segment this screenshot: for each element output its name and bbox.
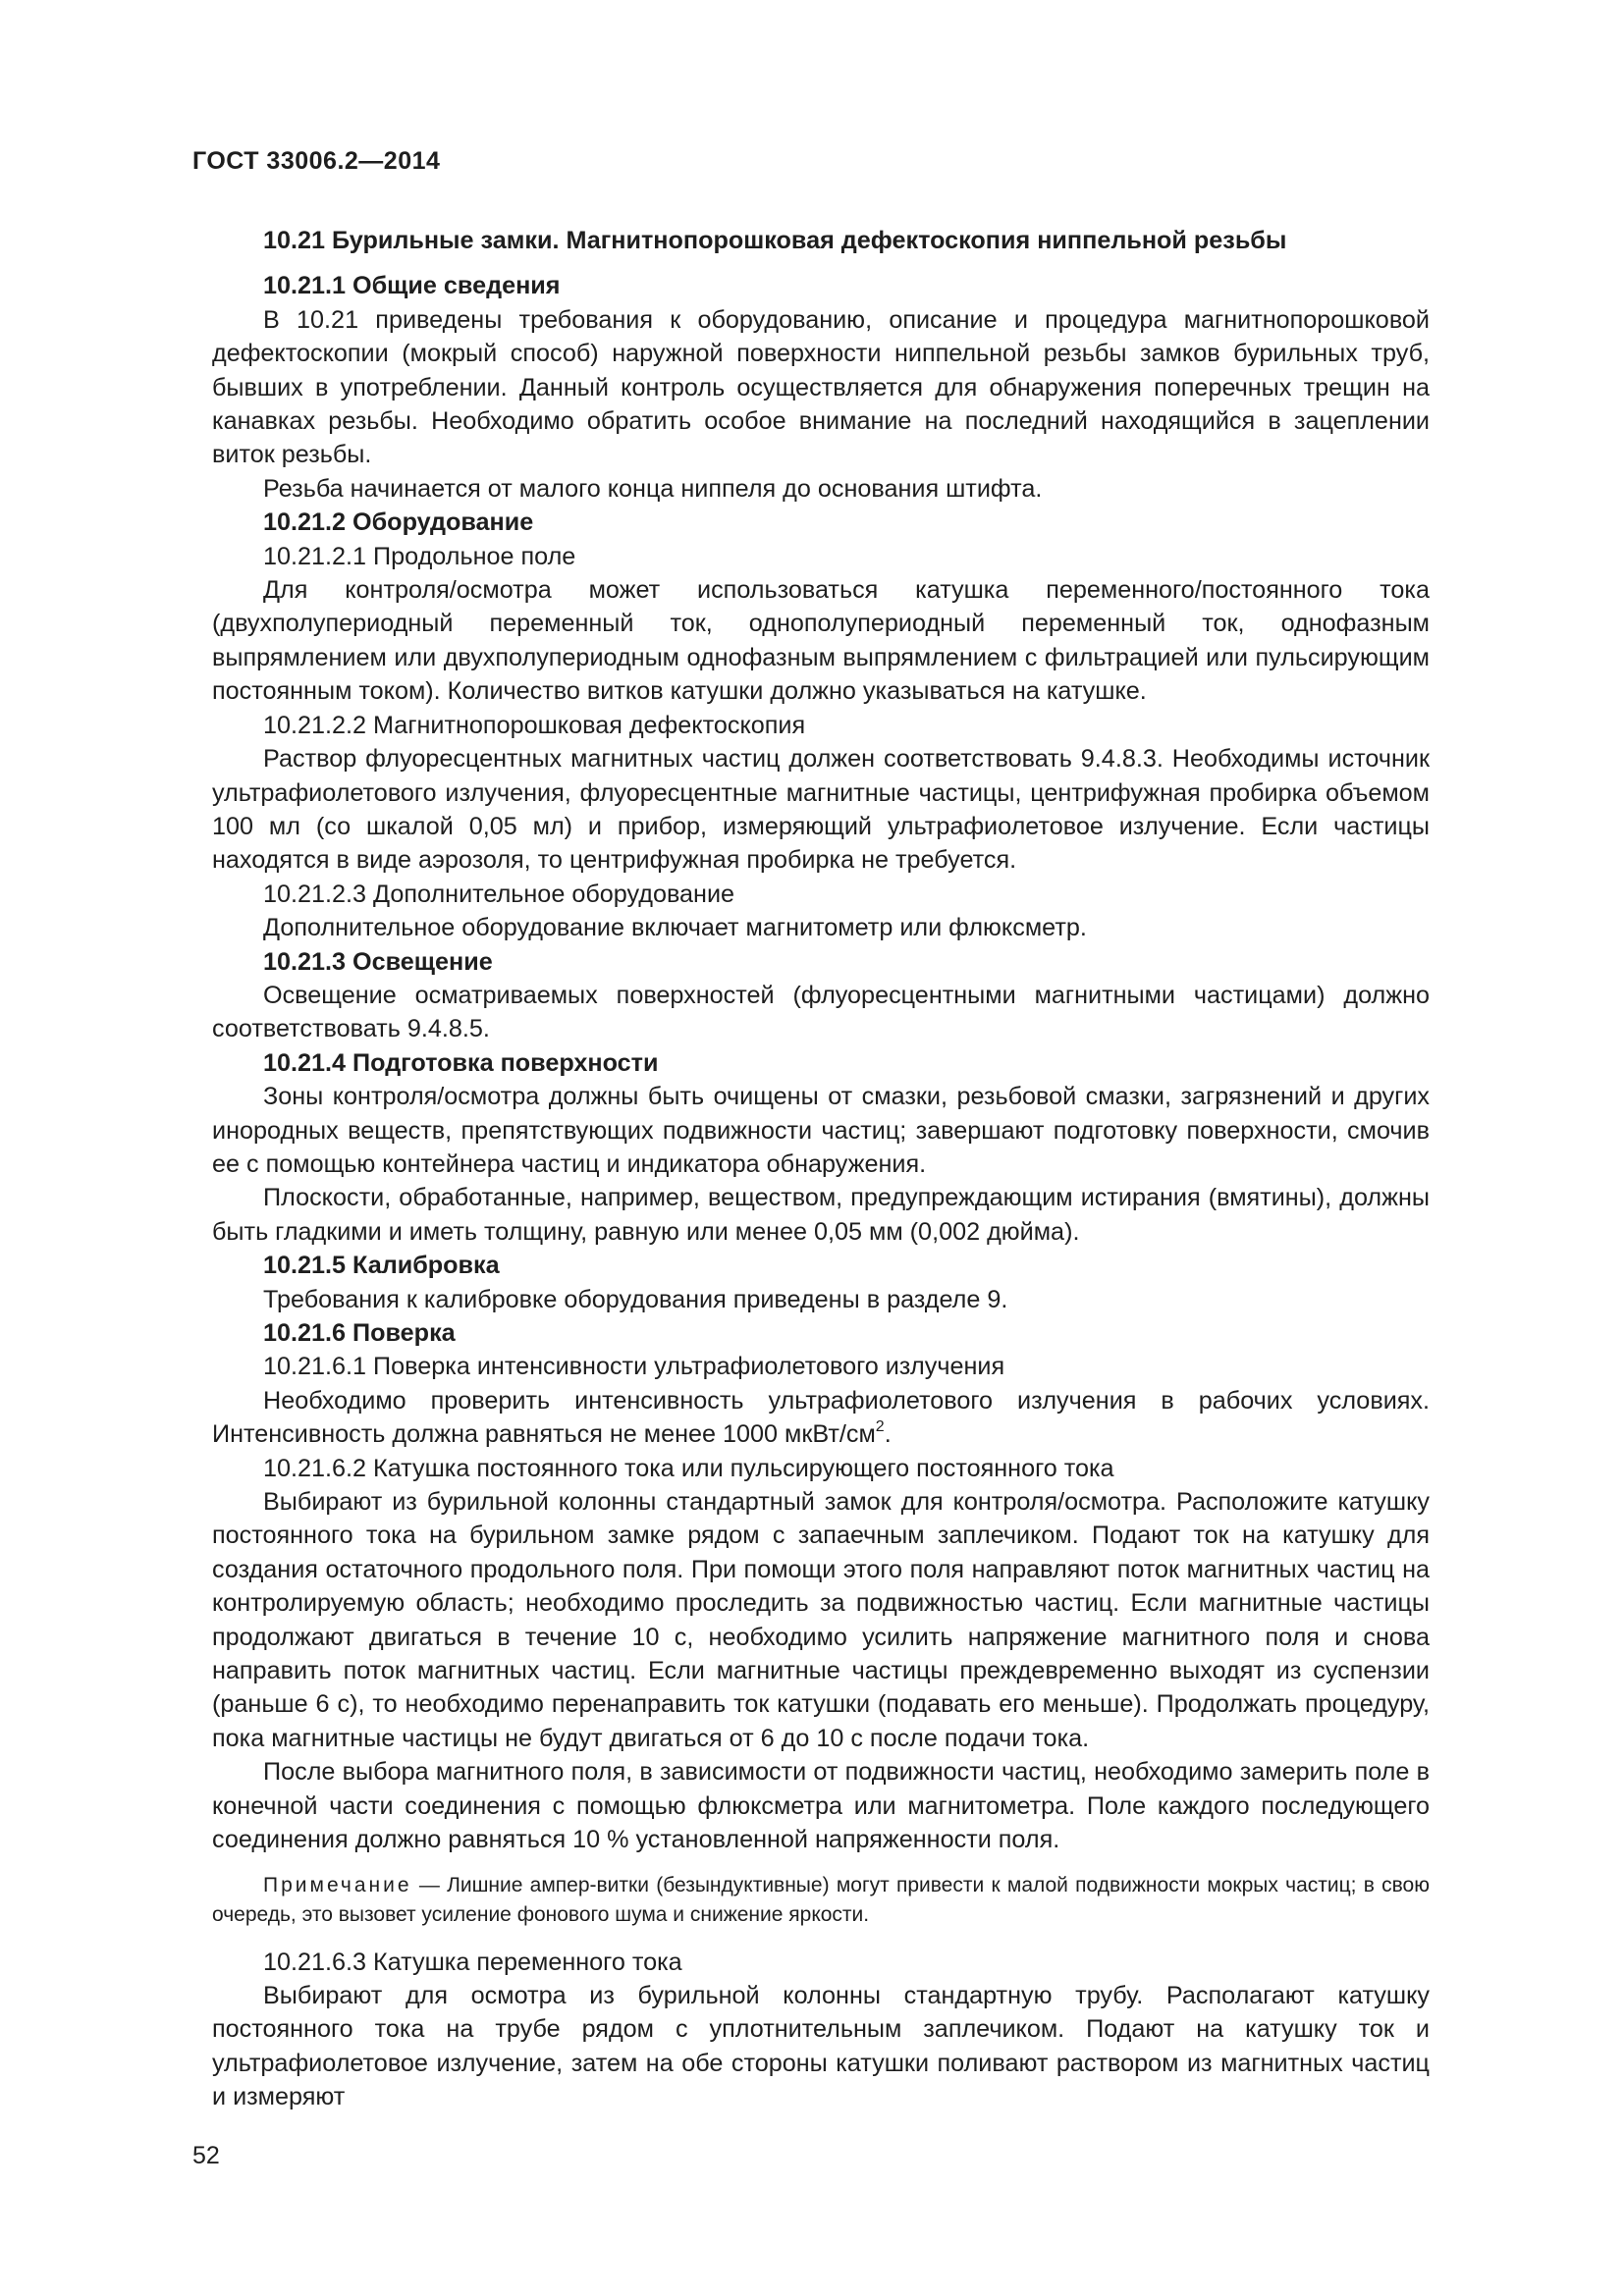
dc-coil-title: 10.21.6.2 Катушка постоянного тока или пульсирующего постоянного тока	[263, 1454, 1114, 1482]
mpi-title: 10.21.2.2 Магнитнопорошковая дефектоскопия	[263, 711, 806, 739]
calibration-text: Требования к калибровке оборудования приведены в разделе 9.	[263, 1285, 1008, 1313]
longitudinal-field-title: 10.21.2.1 Продольное поле	[263, 542, 576, 570]
lighting-text: Освещение осматриваемых поверхностей (флуоресцентными магнитными частицами) должно соответствовать 9.4.8.5.	[212, 981, 1430, 1043]
dc-coil-paragraph-2: После выбора магнитного поля, в зависимости от подвижности частиц, необходимо замерить поле в конечной части соединения с помощью флюксметра или магнитометра. Поле каждого последующего соединения должно равняться 10 % установленной напряженности поля.	[212, 1758, 1430, 1854]
general-heading: 10.21.1 Общие сведения	[263, 272, 561, 300]
longitudinal-field-text: Для контроля/осмотра может использоваться катушка переменного/постоянного тока (двухполупериодный переменный ток, однополупериодный переменный ток, однофазным выпрямлением или двухполупериодным однофазным выпрямлением с фильтрацией или пульсирующим постоянным током). Количество витков катушки должно указываться на катушке.	[212, 576, 1430, 706]
dc-coil-paragraph-1: Выбирают из бурильной колонны стандартный замок для контроля/осмотра. Расположите катушку постоянного тока на бурильном замке рядом с запаечным заплечиком. Подают ток на катушку для создания остаточного продольного поля. При помощи этого поля направляют поток магнитных частиц на контролируемую область; необходимо проследить за подвижностью частиц. Если магнитные частицы продолжают двигаться в течение 10 с, необходимо усилить напряжение магнитного поля и снова направить поток магнитных частиц. Если магнитные частицы преждевременно выходят из суспензии (раньше 6 с), то необходимо перенаправить ток катушки (подавать его меньше). Продолжать процедуру, пока магнитные частицы не будут двигаться от 6 до 10 с после подачи тока.	[212, 1488, 1430, 1752]
surface-paragraph-2: Плоскости, обработанные, например, веществом, предупреждающим истирания (вмятины), должны быть гладкими и иметь толщину, равную или менее 0,05 мм (0,002 дюйма).	[212, 1184, 1430, 1246]
general-paragraph-2: Резьба начинается от малого конца ниппеля до основания штифта.	[263, 474, 1043, 503]
uv-intensity-title: 10.21.6.1 Поверка интенсивности ультрафиолетового излучения	[263, 1353, 1005, 1381]
general-paragraph-1: В 10.21 приведены требования к оборудованию, описание и процедура магнитнопорошковой дефектоскопии (мокрый способ) наружной поверхности ниппельной резьбы замков бурильных труб, бывших в употреблении. Данный контроль осуществляется для обнаружения поперечных трещин на канавках резьбы. Необходимо обратить особое внимание на последний находящийся в зацеплении виток резьбы.	[212, 305, 1430, 469]
additional-equipment-title: 10.21.2.3 Дополнительное оборудование	[263, 880, 735, 908]
note	[212, 1871, 1430, 1930]
surface-heading: 10.21.4 Подготовка поверхности	[263, 1048, 659, 1077]
section-title: 10.21 Бурильные замки. Магнитнопорошковая дефектоскопия ниппельной резьбы	[263, 227, 1287, 254]
page-content	[212, 224, 1430, 2114]
calibration-heading: 10.21.5 Калибровка	[263, 1252, 500, 1280]
surface-paragraph-1: Зоны контроля/осмотра должны быть очищены от смазки, резьбовой смазки, загрязнений и других инородных веществ, препятствующих подвижности частиц; завершают подготовку поверхности, смочив ее с помощью контейнера частиц и индикатора обнаружения.	[212, 1083, 1430, 1178]
lighting-heading: 10.21.3 Освещение	[263, 947, 493, 976]
uv-intensity-text	[212, 1384, 1430, 1452]
equipment-heading: 10.21.2 Оборудование	[263, 508, 534, 537]
verification-heading: 10.21.6 Поверка	[263, 1319, 456, 1347]
mpi-text: Раствор флуоресцентных магнитных частиц должен соответствовать 9.4.8.3. Необходимы источник ультрафиолетового излучения, флуоресцентные магнитные частицы, центрифужная пробирка объемом 100 мл (со шкалой 0,05 мл) и прибор, измеряющий ультрафиолетовое излучение. Если частицы находятся в виде аэрозоля, то центрифужная пробирка не требуется.	[212, 745, 1430, 875]
unit-superscript: 2	[875, 1417, 885, 1435]
page-number: 52	[192, 2142, 220, 2169]
note-label: Примечание	[263, 1873, 412, 1896]
additional-equipment-text: Дополнительное оборудование включает магнитометр или флюксметр.	[263, 914, 1087, 942]
ac-coil-title: 10.21.6.3 Катушка переменного тока	[263, 1948, 682, 1976]
uv-intensity-body: Необходимо проверить интенсивность ультрафиолетового излучения в рабочих условиях. Интенсивность должна равняться не менее 1000 мкВт/см	[212, 1386, 1430, 1449]
document-code: ГОСТ 33006.2—2014	[192, 147, 441, 175]
uv-intensity-end: .	[884, 1420, 892, 1449]
ac-coil-text: Выбирают для осмотра из бурильной колонны стандартную трубу. Располагают катушку постоянного тока на трубе рядом с уплотнительным заплечиком. Подают на катушку ток и ультрафиолетовое излучение, затем на обе стороны катушки поливают раствором из магнитных частиц и измеряют	[212, 1981, 1430, 2111]
note-text: — Лишние ампер-витки (безындуктивные) могут привести к малой подвижности мокрых частиц; в свою очередь, это вызовет усиление фонового шума и снижение яркости.	[212, 1873, 1430, 1926]
